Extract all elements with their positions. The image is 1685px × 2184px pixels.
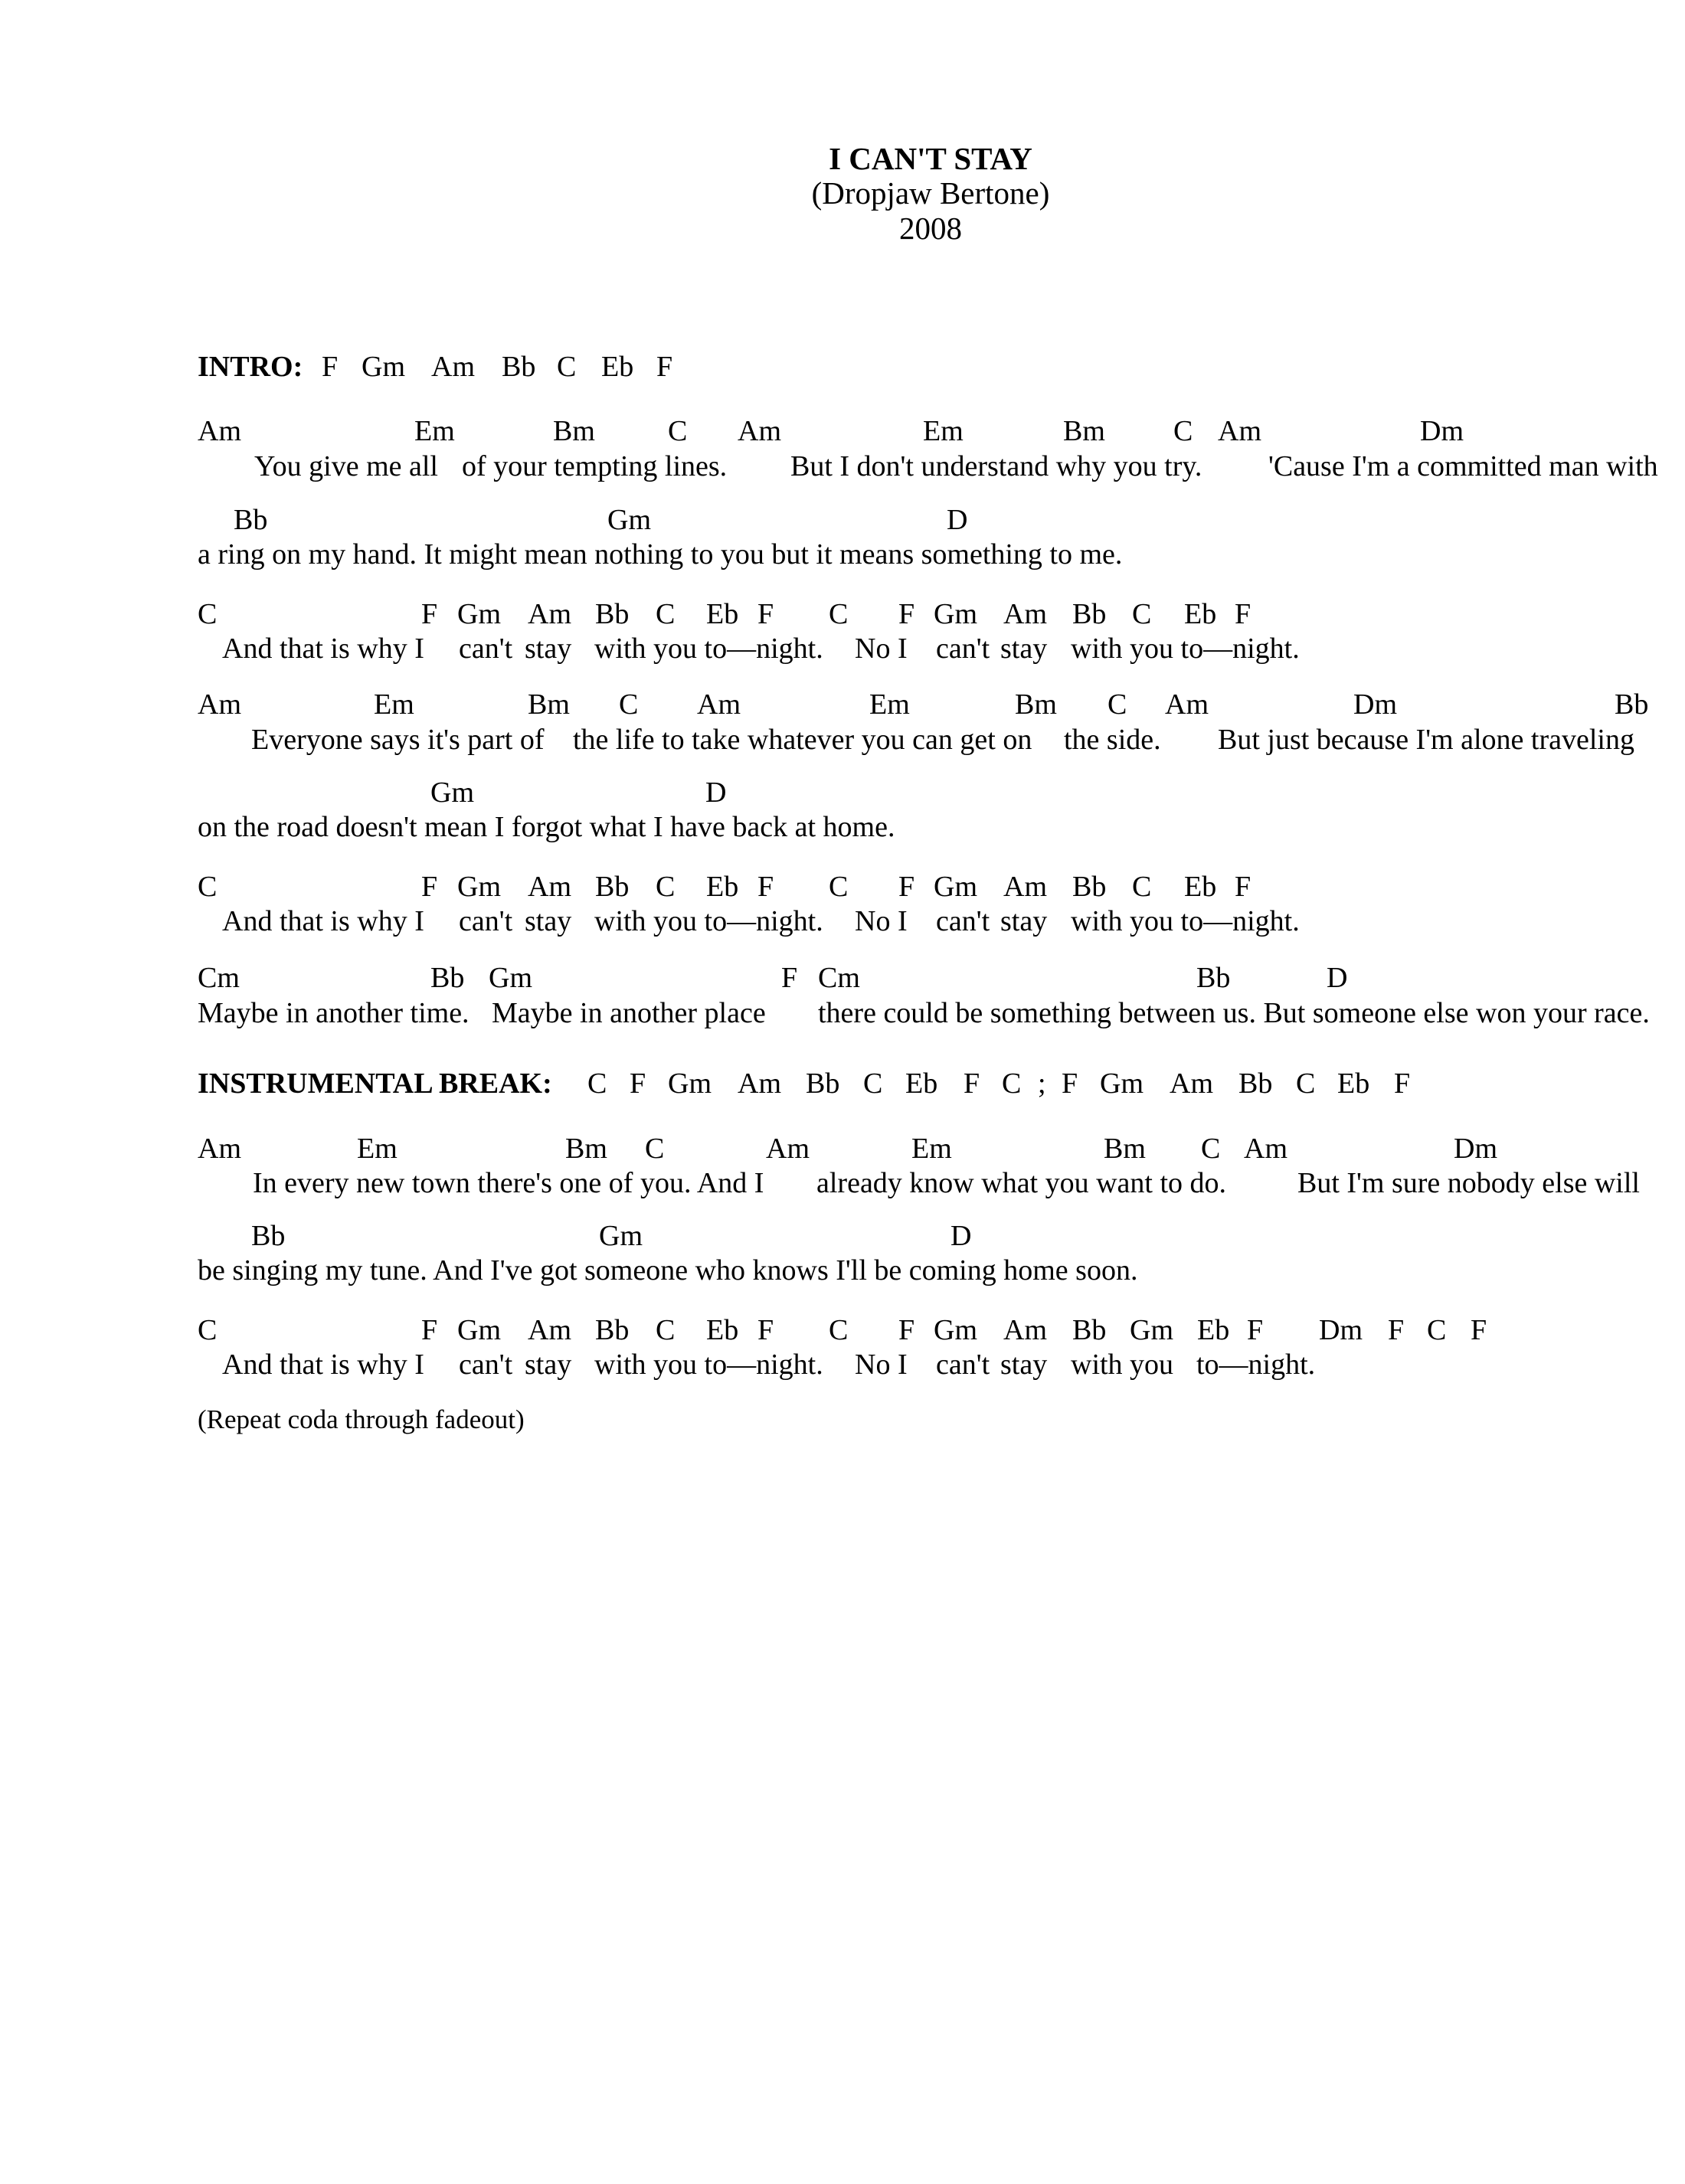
lyric-segment: can't xyxy=(459,1349,513,1381)
lyric-segment: stay xyxy=(525,905,572,937)
lyric-segment: be singing my tune. And I've got someone who knows I'll be coming home soon. xyxy=(198,1254,1138,1287)
lyric-segment: of your tempting lines. xyxy=(462,450,728,482)
lyric-segment: stay xyxy=(1000,1349,1048,1381)
chord: Am xyxy=(198,1133,241,1165)
verse2-lyrics-b xyxy=(0,810,1685,848)
section-label: INTRO: xyxy=(198,351,303,383)
chord: C xyxy=(198,598,218,630)
chord: Am xyxy=(1165,688,1209,721)
chord: Am xyxy=(198,415,241,447)
chord: Dm xyxy=(1353,688,1397,721)
chord: C xyxy=(668,415,688,447)
lyric-segment: stay xyxy=(1000,633,1048,665)
lyric-segment: stay xyxy=(525,1349,572,1381)
chord: C xyxy=(1132,871,1152,903)
chord: Am xyxy=(528,1314,571,1346)
chord: Gm xyxy=(1130,1314,1173,1346)
lyric-segment: No I xyxy=(855,633,908,665)
lyric-segment: And that is why I xyxy=(222,1349,424,1381)
song-year: 2008 xyxy=(899,211,962,246)
chord: Bb xyxy=(1615,688,1649,721)
chord: F xyxy=(1235,598,1251,630)
verse3-chords-a xyxy=(0,1132,1685,1170)
chord: Dm xyxy=(1420,415,1464,447)
chord: Am xyxy=(1218,415,1261,447)
verse1-chords-b xyxy=(0,503,1685,541)
chord: Bb xyxy=(502,351,536,383)
bridge-chords xyxy=(0,961,1685,999)
chord: Eb xyxy=(905,1067,938,1100)
lyric-segment: can't xyxy=(936,1349,990,1381)
chord: F xyxy=(1062,1067,1078,1100)
chord: F xyxy=(421,598,438,630)
chord: F xyxy=(781,962,798,994)
lyric-segment: to—night. xyxy=(1196,1349,1316,1381)
lyric-segment: can't xyxy=(936,905,990,937)
lyric-segment: a ring on my hand. It might mean nothing to you but it means something to me. xyxy=(198,538,1123,571)
lyric-segment: But I'm sure nobody else will xyxy=(1297,1167,1640,1199)
chord: Bb xyxy=(806,1067,840,1100)
chord: D xyxy=(705,776,727,809)
chord: Em xyxy=(911,1133,952,1165)
chord: Cm xyxy=(198,962,240,994)
chord: F xyxy=(1394,1067,1411,1100)
lyric-segment: stay xyxy=(1000,905,1048,937)
chord: C xyxy=(1296,1067,1316,1100)
lyric-segment: can't xyxy=(459,633,513,665)
lyric-segment: can't xyxy=(936,633,990,665)
chord: Bm xyxy=(528,688,570,721)
chord: Cm xyxy=(818,962,860,994)
chord: C xyxy=(645,1133,665,1165)
chord: C xyxy=(1201,1133,1221,1165)
chord: Gm xyxy=(457,871,501,903)
chord: C xyxy=(587,1067,607,1100)
verse1-lyrics-b xyxy=(0,538,1685,576)
chord: Gm xyxy=(457,598,501,630)
lyric-segment: 'Cause I'm a committed man with xyxy=(1268,450,1658,482)
verse3-chords-b xyxy=(0,1219,1685,1257)
chord: C xyxy=(1108,688,1127,721)
chorus2-chords xyxy=(0,870,1685,908)
chord: Am xyxy=(1003,1314,1047,1346)
chord: F xyxy=(421,1314,438,1346)
chord: F xyxy=(964,1067,980,1100)
chord: F xyxy=(757,871,774,903)
lyric-segment: In every new town there's one of you. And I xyxy=(253,1167,764,1199)
lyric-segment: with you to—night. xyxy=(1071,905,1300,937)
chord: Gm xyxy=(934,1314,977,1346)
verse1-lyrics-a xyxy=(0,450,1685,488)
chord: Dm xyxy=(1454,1133,1497,1165)
lyric-segment: can't xyxy=(459,905,513,937)
chord: Gm xyxy=(430,776,474,809)
chord: Gm xyxy=(607,504,651,536)
section-label: INSTRUMENTAL BREAK: xyxy=(198,1067,552,1100)
chord: D xyxy=(950,1220,972,1252)
chord: Bb xyxy=(1072,871,1107,903)
chorus2-lyrics xyxy=(0,904,1685,943)
chord: Bb xyxy=(595,1314,630,1346)
chord: F xyxy=(898,871,915,903)
lyric-segment: Everyone says it's part of xyxy=(251,724,545,756)
lyric-segment: with you to—night. xyxy=(594,1349,823,1381)
chord: Eb xyxy=(706,598,739,630)
chord: C xyxy=(198,1314,218,1346)
chord: Am xyxy=(1170,1067,1213,1100)
chord: Bb xyxy=(251,1220,286,1252)
chord: C xyxy=(863,1067,883,1100)
lyric-segment: there could be something between us. But someone else won your race. xyxy=(818,997,1650,1029)
chord: Gm xyxy=(457,1314,501,1346)
chord: C xyxy=(829,871,849,903)
lyric-segment: But I don't understand why you try. xyxy=(790,450,1202,482)
chord: F xyxy=(630,1067,646,1100)
lyric-segment: And that is why I xyxy=(222,633,424,665)
chord: Gm xyxy=(934,871,977,903)
lyric-segment: stay xyxy=(525,633,572,665)
chord: Gm xyxy=(362,351,405,383)
chord: C xyxy=(656,598,676,630)
chord: Am xyxy=(1244,1133,1287,1165)
lyric-segment: on the road doesn't mean I forgot what I have back at home. xyxy=(198,811,895,843)
lyric-segment: with you to—night. xyxy=(594,633,823,665)
coda-note: (Repeat coda through fadeout) xyxy=(198,1404,525,1434)
chord: Eb xyxy=(706,871,739,903)
lyric-segment: with you xyxy=(1071,1349,1174,1381)
chord: C xyxy=(557,351,577,383)
chord: Em xyxy=(374,688,414,721)
chord: Eb xyxy=(601,351,634,383)
chord: C xyxy=(656,1314,676,1346)
chord: Bb xyxy=(595,871,630,903)
lyric-segment: with you to—night. xyxy=(594,905,823,937)
chord: Eb xyxy=(1197,1314,1230,1346)
chord: Am xyxy=(528,598,571,630)
verse1-chords-a xyxy=(0,414,1685,453)
chorus1-lyrics xyxy=(0,632,1685,670)
chord: Eb xyxy=(1184,598,1217,630)
bridge-lyrics xyxy=(0,996,1685,1035)
chord: F xyxy=(757,598,774,630)
chorus3-chords xyxy=(0,1313,1685,1352)
verse3-lyrics-b xyxy=(0,1254,1685,1292)
chord: Am xyxy=(431,351,475,383)
chord: Gm xyxy=(668,1067,712,1100)
song-title: I CAN'T STAY xyxy=(829,141,1032,176)
chord: Bb xyxy=(1238,1067,1273,1100)
chord: F xyxy=(1471,1314,1487,1346)
chord: C xyxy=(656,871,676,903)
chord: F xyxy=(757,1314,774,1346)
verse2-chords-a xyxy=(0,688,1685,726)
lyric-segment: Maybe in another place xyxy=(492,997,766,1029)
lyric-segment: No I xyxy=(855,1349,908,1381)
chorus1-chords xyxy=(0,597,1685,636)
chord: Gm xyxy=(489,962,532,994)
verse2-chords-b xyxy=(0,776,1685,814)
chord: ; xyxy=(1038,1067,1046,1100)
chord: F xyxy=(1235,871,1251,903)
lyric-segment: And that is why I xyxy=(222,905,424,937)
chord: Dm xyxy=(1319,1314,1363,1346)
chord: Am xyxy=(528,871,571,903)
chord: Eb xyxy=(1184,871,1217,903)
chord: C xyxy=(1173,415,1193,447)
chord: Bm xyxy=(565,1133,607,1165)
chord: Gm xyxy=(599,1220,643,1252)
chord: Am xyxy=(738,415,781,447)
chord: C xyxy=(619,688,639,721)
chord: Eb xyxy=(706,1314,739,1346)
chord: Eb xyxy=(1337,1067,1370,1100)
chord: C xyxy=(829,598,849,630)
chord: Bb xyxy=(430,962,465,994)
chord: C xyxy=(1132,598,1152,630)
lyric-segment: But just because I'm alone traveling xyxy=(1218,724,1634,756)
chord: Bb xyxy=(1196,962,1231,994)
chorus3-lyrics xyxy=(0,1348,1685,1386)
chord: Am xyxy=(697,688,741,721)
chord: Gm xyxy=(1100,1067,1144,1100)
chord: F xyxy=(898,598,915,630)
chord: Am xyxy=(738,1067,781,1100)
chord: C xyxy=(1002,1067,1022,1100)
chord: D xyxy=(947,504,968,536)
chord: F xyxy=(421,871,438,903)
chord: F xyxy=(898,1314,915,1346)
chord: Bb xyxy=(1072,598,1107,630)
chord: Am xyxy=(198,688,241,721)
chord: Am xyxy=(1003,871,1047,903)
instrumental-break-line xyxy=(0,1067,1685,1105)
chord: C xyxy=(198,871,218,903)
chord: D xyxy=(1327,962,1348,994)
chord: Em xyxy=(357,1133,398,1165)
chord: Bm xyxy=(553,415,595,447)
chord: Em xyxy=(869,688,910,721)
lyric-segment: the side. xyxy=(1064,724,1161,756)
verse3-lyrics-a xyxy=(0,1166,1685,1205)
lyric-segment: No I xyxy=(855,905,908,937)
chord: Bb xyxy=(234,504,268,536)
chord: Bm xyxy=(1104,1133,1146,1165)
lyric-segment: You give me all xyxy=(254,450,438,482)
intro-line xyxy=(0,350,1685,388)
chord: C xyxy=(1427,1314,1447,1346)
lyric-segment: already know what you want to do. xyxy=(816,1167,1227,1199)
chord: Bm xyxy=(1063,415,1105,447)
chord: Bb xyxy=(1072,1314,1107,1346)
chord: F xyxy=(322,351,339,383)
song-author: (Dropjaw Bertone) xyxy=(811,175,1050,211)
chord: F xyxy=(1247,1314,1264,1346)
chord: Am xyxy=(766,1133,810,1165)
chord: Em xyxy=(923,415,964,447)
verse2-lyrics-a xyxy=(0,723,1685,761)
chord: F xyxy=(656,351,673,383)
chord: Bb xyxy=(595,598,630,630)
chord: Em xyxy=(414,415,455,447)
chord: Am xyxy=(1003,598,1047,630)
chord: F xyxy=(1388,1314,1405,1346)
chord: C xyxy=(829,1314,849,1346)
lyric-segment: with you to—night. xyxy=(1071,633,1300,665)
chord: Bm xyxy=(1015,688,1057,721)
lyric-segment: the life to take whatever you can get on xyxy=(573,724,1032,756)
chord: Gm xyxy=(934,598,977,630)
lyric-segment: Maybe in another time. xyxy=(198,997,470,1029)
